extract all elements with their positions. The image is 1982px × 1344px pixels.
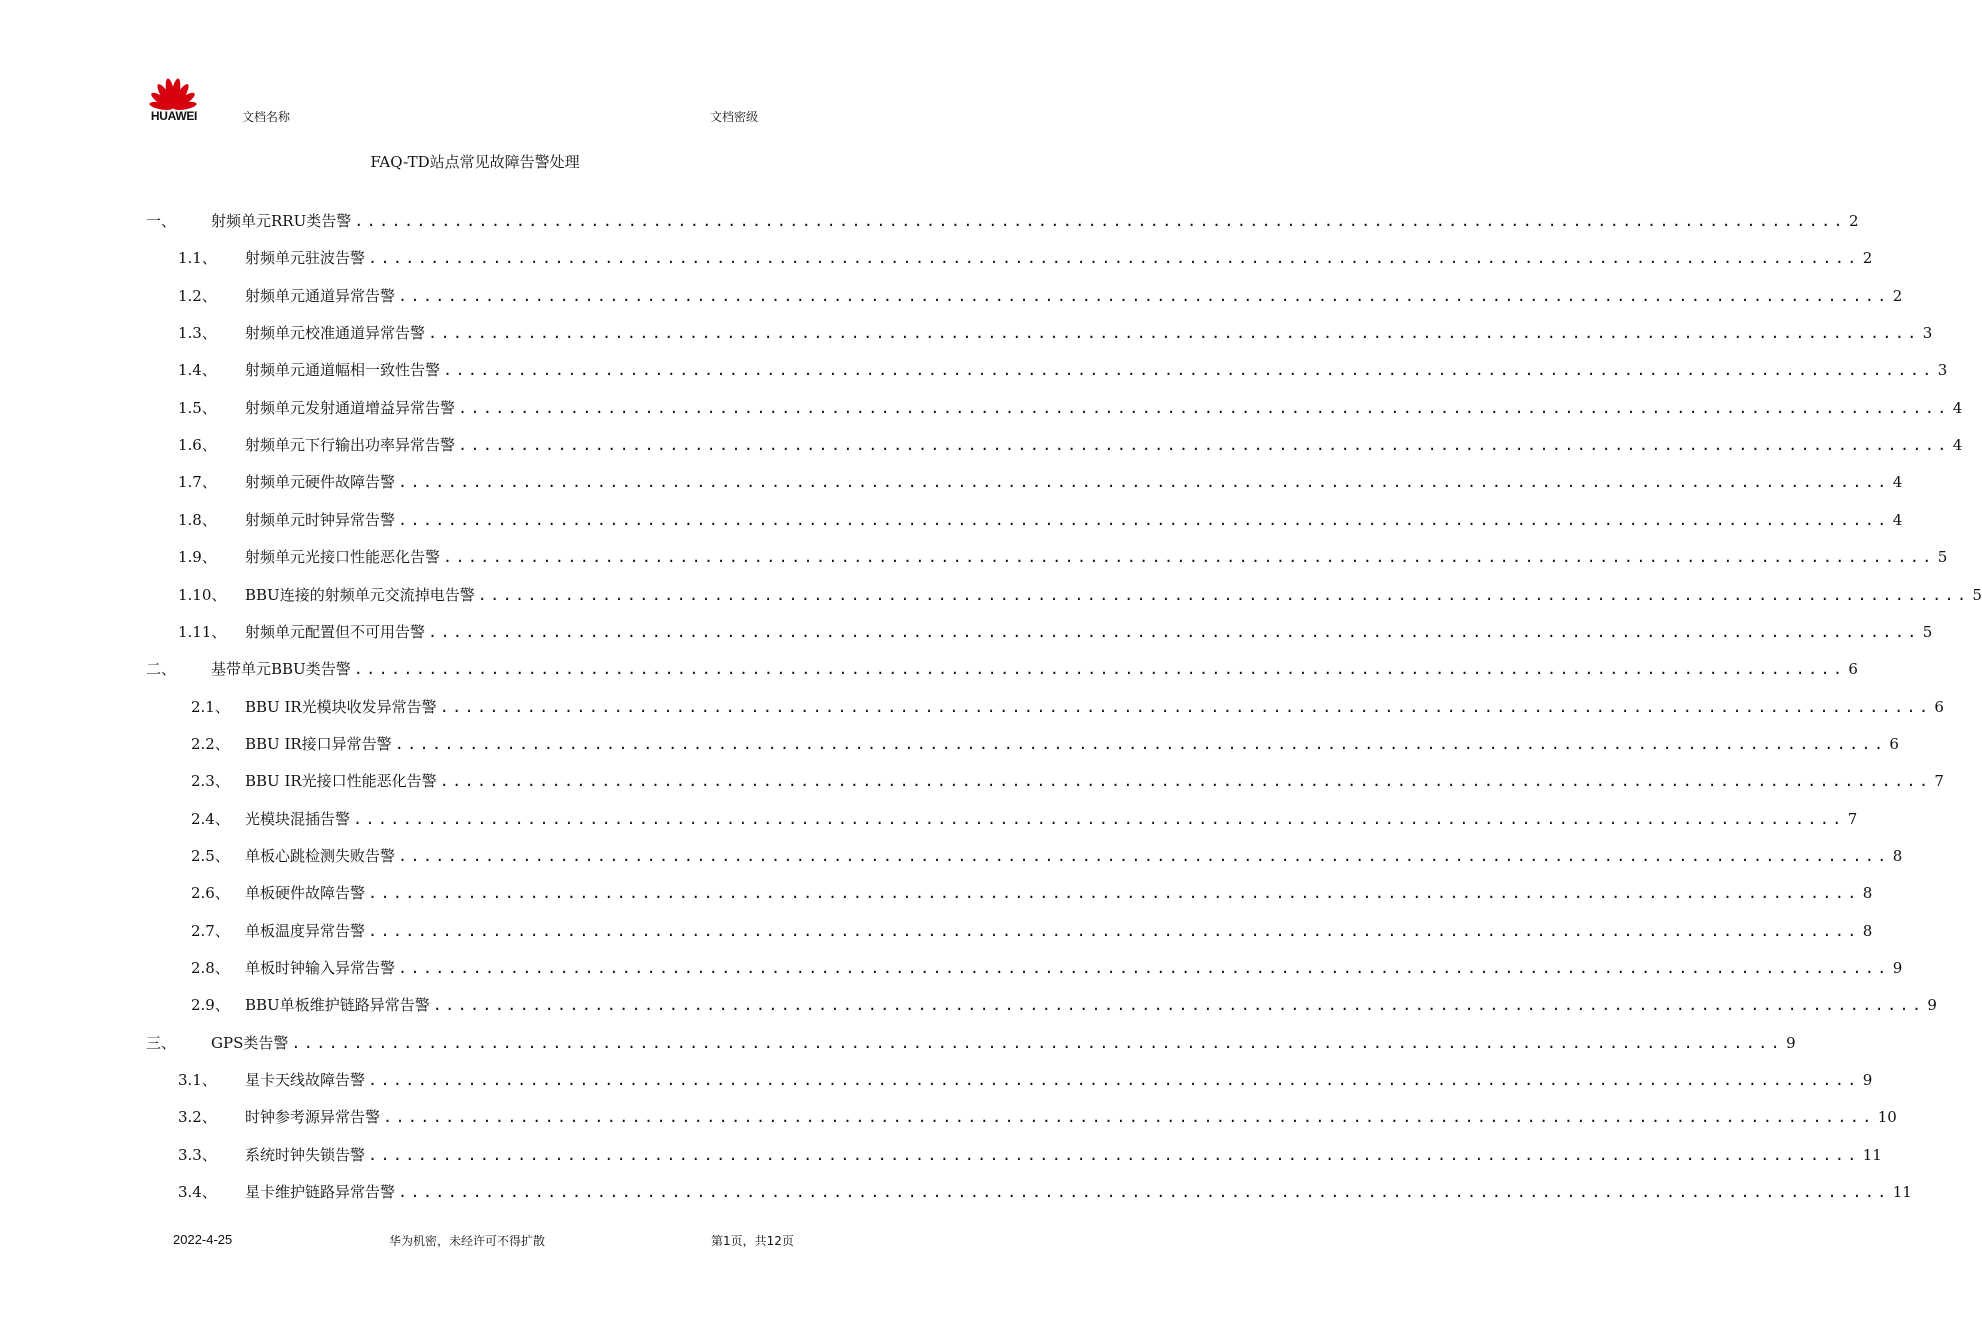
doc-name-label: 文档名称 bbox=[242, 110, 291, 124]
toc-entry-body bbox=[245, 1062, 1873, 1099]
toc-dot-leader: ........................................................................................................................ bbox=[398, 1183, 1890, 1202]
toc-entry-title: GPS类告警 bbox=[211, 1033, 289, 1052]
toc-entry-body bbox=[245, 278, 1903, 315]
toc-entry-title: 射频单元下行输出功率异常告警 bbox=[245, 436, 456, 455]
toc-entry-title: 射频单元RRU类告警 bbox=[211, 212, 352, 230]
toc-entry-body bbox=[245, 875, 1873, 912]
toc-entry[interactable] bbox=[0, 427, 1963, 464]
toc-entry-page: 7 bbox=[1934, 772, 1944, 791]
toc-entry-body bbox=[245, 390, 1963, 427]
toc-entry[interactable] bbox=[0, 1062, 1873, 1099]
toc-dot-leader: ........................................................................................................................ bbox=[353, 809, 1845, 828]
toc-entry-page: 4 bbox=[1892, 510, 1903, 529]
toc-entry-page: 6 bbox=[1889, 734, 1899, 753]
toc-entry-title: 时钟参考源异常告警 bbox=[245, 1108, 381, 1127]
toc-entry-number: 1.7、 bbox=[178, 473, 217, 492]
toc-entry-number: 三、 bbox=[146, 1033, 177, 1052]
toc-entry-title: 射频单元发射通道增益异常告警 bbox=[245, 398, 456, 417]
toc-entry-body bbox=[211, 203, 1859, 240]
toc-entry-number: 1.1、 bbox=[178, 249, 217, 268]
toc-dot-leader: ........................................................................................................................ bbox=[439, 697, 1932, 716]
toc-entry-body bbox=[245, 689, 1944, 726]
toc-dot-leader: ........................................................................................................................ bbox=[432, 996, 1925, 1015]
toc-entry-number: 二、 bbox=[146, 660, 177, 679]
toc-entry[interactable] bbox=[0, 203, 1859, 240]
toc-entry[interactable] bbox=[0, 539, 1948, 576]
toc-dot-leader: ........................................................................................................................ bbox=[398, 286, 1890, 305]
toc-entry[interactable] bbox=[0, 987, 1937, 1024]
toc-entry-body bbox=[245, 464, 1903, 501]
toc-entry-title: 射频单元配置但不可用告警 bbox=[245, 622, 426, 641]
toc-dot-leader: ........................................................................................................................ bbox=[428, 622, 1920, 641]
toc-entry-title: 系统时钟失锁告警 bbox=[245, 1145, 366, 1164]
toc-entry[interactable] bbox=[0, 838, 1903, 875]
toc-entry-page: 9 bbox=[1862, 1071, 1873, 1090]
toc-dot-leader: ........................................................................................................................ bbox=[398, 473, 1890, 492]
toc-entry-number: 3.4、 bbox=[178, 1183, 217, 1202]
toc-entry[interactable] bbox=[0, 651, 1858, 688]
toc-entry-page: 9 bbox=[1927, 996, 1937, 1015]
toc-entry-title: 单板硬件故障告警 bbox=[245, 884, 366, 903]
toc-entry-body bbox=[245, 315, 1933, 352]
toc-entry-title: 射频单元驻波告警 bbox=[245, 249, 366, 268]
toc-dot-leader: ........................................................................................................................ bbox=[394, 734, 1887, 753]
toc-entry-page: 4 bbox=[1892, 473, 1903, 492]
toc-dot-leader: ........................................................................................................................ bbox=[398, 846, 1890, 865]
toc-entry-body bbox=[245, 539, 1948, 576]
toc-dot-leader: ........................................................................................................................ bbox=[398, 510, 1890, 529]
toc-entry-number: 3.1、 bbox=[178, 1071, 217, 1090]
toc-dot-leader: ........................................................................................................................ bbox=[368, 1071, 1860, 1090]
toc-entry[interactable] bbox=[0, 801, 1858, 838]
toc-entry-page: 3 bbox=[1937, 361, 1948, 380]
toc-entry-title: 射频单元通道幅相一致性告警 bbox=[245, 361, 441, 380]
toc-entry-title: BBU单板维护链路异常告警 bbox=[245, 996, 430, 1015]
toc-entry-title: 射频单元通道异常告警 bbox=[245, 286, 396, 305]
toc-entry-body bbox=[245, 614, 1933, 651]
toc-entry-body bbox=[245, 240, 1873, 277]
toc-entry[interactable] bbox=[0, 240, 1873, 277]
toc-entry-page: 5 bbox=[1937, 548, 1948, 567]
toc-entry-number: 2.7、 bbox=[191, 921, 230, 940]
toc-entry-page: 8 bbox=[1892, 846, 1903, 865]
toc-entry-page: 5 bbox=[1972, 585, 1982, 604]
toc-entry-body bbox=[245, 726, 1899, 763]
toc-entry[interactable] bbox=[0, 689, 1944, 726]
toc-entry-number: 1.2、 bbox=[178, 286, 217, 305]
toc-entry-page: 2 bbox=[1848, 212, 1859, 230]
toc-entry-title: BBU IR光接口性能恶化告警 bbox=[245, 772, 437, 791]
toc-entry-title: 基带单元BBU类告警 bbox=[211, 660, 351, 679]
toc-entry-number: 1.8、 bbox=[178, 510, 217, 529]
toc-entry-title: BBU连接的射频单元交流掉电告警 bbox=[245, 585, 475, 604]
toc-entry-title: 射频单元校准通道异常告警 bbox=[245, 324, 426, 343]
toc-entry-number: 2.8、 bbox=[191, 959, 230, 977]
toc-entry-page: 2 bbox=[1892, 286, 1903, 305]
toc-entry-page: 5 bbox=[1922, 622, 1933, 641]
toc-entry-body bbox=[245, 427, 1963, 464]
toc-entry-number: 1.6、 bbox=[178, 436, 217, 455]
toc-entry-page: 4 bbox=[1952, 436, 1963, 455]
toc-entry-body bbox=[245, 1099, 1897, 1136]
toc-entry[interactable] bbox=[0, 875, 1873, 912]
toc-entry[interactable] bbox=[0, 950, 1903, 987]
toc-entry[interactable] bbox=[0, 1174, 1912, 1211]
toc-entry[interactable] bbox=[0, 390, 1963, 427]
toc-entry-body bbox=[245, 913, 1873, 950]
toc-entry-title: 单板时钟输入异常告警 bbox=[245, 959, 396, 977]
toc-entry-page: 2 bbox=[1862, 249, 1873, 268]
toc-entry-title: 射频单元时钟异常告警 bbox=[245, 510, 396, 529]
toc-entry-body bbox=[245, 763, 1944, 800]
toc-entry[interactable] bbox=[0, 464, 1903, 501]
toc-entry-page: 11 bbox=[1892, 1183, 1912, 1202]
toc-entry-number: 2.2、 bbox=[191, 734, 230, 753]
toc-dot-leader: ........................................................................................................................ bbox=[354, 212, 1846, 230]
footer-page-info: 第1页，共12页 bbox=[711, 1234, 794, 1248]
document-title: FAQ-TD站点常见故障告警处理 bbox=[370, 153, 580, 171]
toc-entry-title: 光模块混插告警 bbox=[245, 809, 351, 828]
toc-entry-number: 3.2、 bbox=[178, 1108, 217, 1127]
toc-dot-leader: ........................................................................................................................ bbox=[368, 884, 1860, 903]
toc-entry[interactable] bbox=[0, 614, 1933, 651]
toc-entry-title: 单板心跳检测失败告警 bbox=[245, 846, 396, 865]
toc-entry-number: 1.4、 bbox=[178, 361, 217, 380]
logo-wordmark: HUAWEI bbox=[150, 109, 198, 123]
toc-dot-leader: ........................................................................................................................ bbox=[368, 1145, 1860, 1164]
toc-entry-page: 9 bbox=[1786, 1033, 1796, 1052]
toc-entry-title: 星卡维护链路异常告警 bbox=[245, 1183, 396, 1202]
toc-entry-title: 星卡天线故障告警 bbox=[245, 1071, 366, 1090]
toc-entry-number: 2.4、 bbox=[191, 809, 230, 828]
toc-entry-page: 6 bbox=[1848, 660, 1858, 679]
toc-entry[interactable] bbox=[0, 913, 1873, 950]
toc-entry-number: 3.3、 bbox=[178, 1145, 217, 1164]
toc-entry-body bbox=[245, 838, 1903, 875]
toc-entry-body bbox=[245, 1137, 1882, 1174]
toc-entry-number: 1.11、 bbox=[178, 622, 227, 641]
toc-entry[interactable] bbox=[0, 1025, 1796, 1062]
toc-entry-body bbox=[211, 651, 1858, 688]
toc-entry[interactable] bbox=[0, 352, 1948, 389]
toc-entry-page: 10 bbox=[1877, 1108, 1897, 1127]
toc-entry-page: 7 bbox=[1847, 809, 1858, 828]
toc-entry-number: 1.3、 bbox=[178, 324, 217, 343]
toc-entry-number: 1.5、 bbox=[178, 398, 217, 417]
toc-entry-number: 1.9、 bbox=[178, 548, 217, 567]
toc-entry[interactable] bbox=[0, 763, 1944, 800]
toc-entry[interactable] bbox=[0, 726, 1899, 763]
toc-entry-body bbox=[245, 950, 1903, 987]
footer-date: 2022-4-25 bbox=[173, 1232, 233, 1247]
toc-entry-page: 6 bbox=[1934, 697, 1944, 716]
toc-entry-number: 2.9、 bbox=[191, 996, 230, 1015]
toc-entry[interactable] bbox=[0, 315, 1933, 352]
toc-entry-page: 3 bbox=[1922, 324, 1933, 343]
toc-entry-page: 9 bbox=[1892, 959, 1903, 977]
toc-entry-page: 8 bbox=[1862, 921, 1873, 940]
toc-dot-leader: ........................................................................................................................ bbox=[477, 585, 1970, 604]
toc-entry-page: 4 bbox=[1952, 398, 1963, 417]
toc-entry-title: 射频单元硬件故障告警 bbox=[245, 473, 396, 492]
toc-dot-leader: ........................................................................................................................ bbox=[383, 1108, 1875, 1127]
toc-dot-leader: ........................................................................................................................ bbox=[439, 772, 1932, 791]
toc-entry[interactable] bbox=[0, 1137, 1882, 1174]
toc-dot-leader: ........................................................................................................................ bbox=[443, 361, 1935, 380]
toc-entry-body bbox=[245, 987, 1937, 1024]
toc-dot-leader: ........................................................................................................................ bbox=[353, 660, 1846, 679]
toc-entry-number: 一、 bbox=[146, 212, 177, 230]
toc-entry[interactable] bbox=[0, 1099, 1897, 1136]
toc-dot-leader: ........................................................................................................................ bbox=[291, 1033, 1784, 1052]
toc-entry[interactable] bbox=[0, 502, 1903, 539]
toc-entry-body bbox=[245, 801, 1858, 838]
toc-entry-title: BBU IR光模块收发异常告警 bbox=[245, 697, 437, 716]
toc-entry-title: 射频单元光接口性能恶化告警 bbox=[245, 548, 441, 567]
toc-dot-leader: ........................................................................................................................ bbox=[443, 548, 1935, 567]
toc-dot-leader: ........................................................................................................................ bbox=[428, 324, 1920, 343]
footer-confidential: 华为机密，未经许可不得扩散 bbox=[389, 1234, 546, 1248]
toc-entry-body bbox=[245, 352, 1948, 389]
toc-entry-number: 2.5、 bbox=[191, 846, 230, 865]
toc-entry-number: 2.3、 bbox=[191, 772, 230, 791]
toc-entry[interactable] bbox=[0, 577, 1982, 614]
toc-entry-number: 2.1、 bbox=[191, 697, 230, 716]
toc-entry-page: 8 bbox=[1862, 884, 1873, 903]
toc-dot-leader: ........................................................................................................................ bbox=[368, 921, 1860, 940]
toc-entry-body bbox=[211, 1025, 1796, 1062]
toc-dot-leader: ........................................................................................................................ bbox=[458, 398, 1950, 417]
toc-dot-leader: ........................................................................................................................ bbox=[368, 249, 1860, 268]
toc-entry-title: 单板温度异常告警 bbox=[245, 921, 366, 940]
toc-entry-body bbox=[245, 1174, 1912, 1211]
toc-entry-page: 11 bbox=[1862, 1145, 1882, 1164]
toc-dot-leader: ........................................................................................................................ bbox=[398, 959, 1890, 977]
toc-dot-leader: ........................................................................................................................ bbox=[458, 436, 1950, 455]
toc-entry-number: 2.6、 bbox=[191, 884, 230, 903]
doc-security-label: 文档密级 bbox=[710, 110, 759, 124]
toc-entry-number: 1.10、 bbox=[178, 585, 227, 604]
toc-entry-title: BBU IR接口异常告警 bbox=[245, 734, 392, 753]
toc-entry[interactable] bbox=[0, 278, 1903, 315]
toc-entry-body bbox=[245, 502, 1903, 539]
toc-entry-body bbox=[245, 577, 1982, 614]
